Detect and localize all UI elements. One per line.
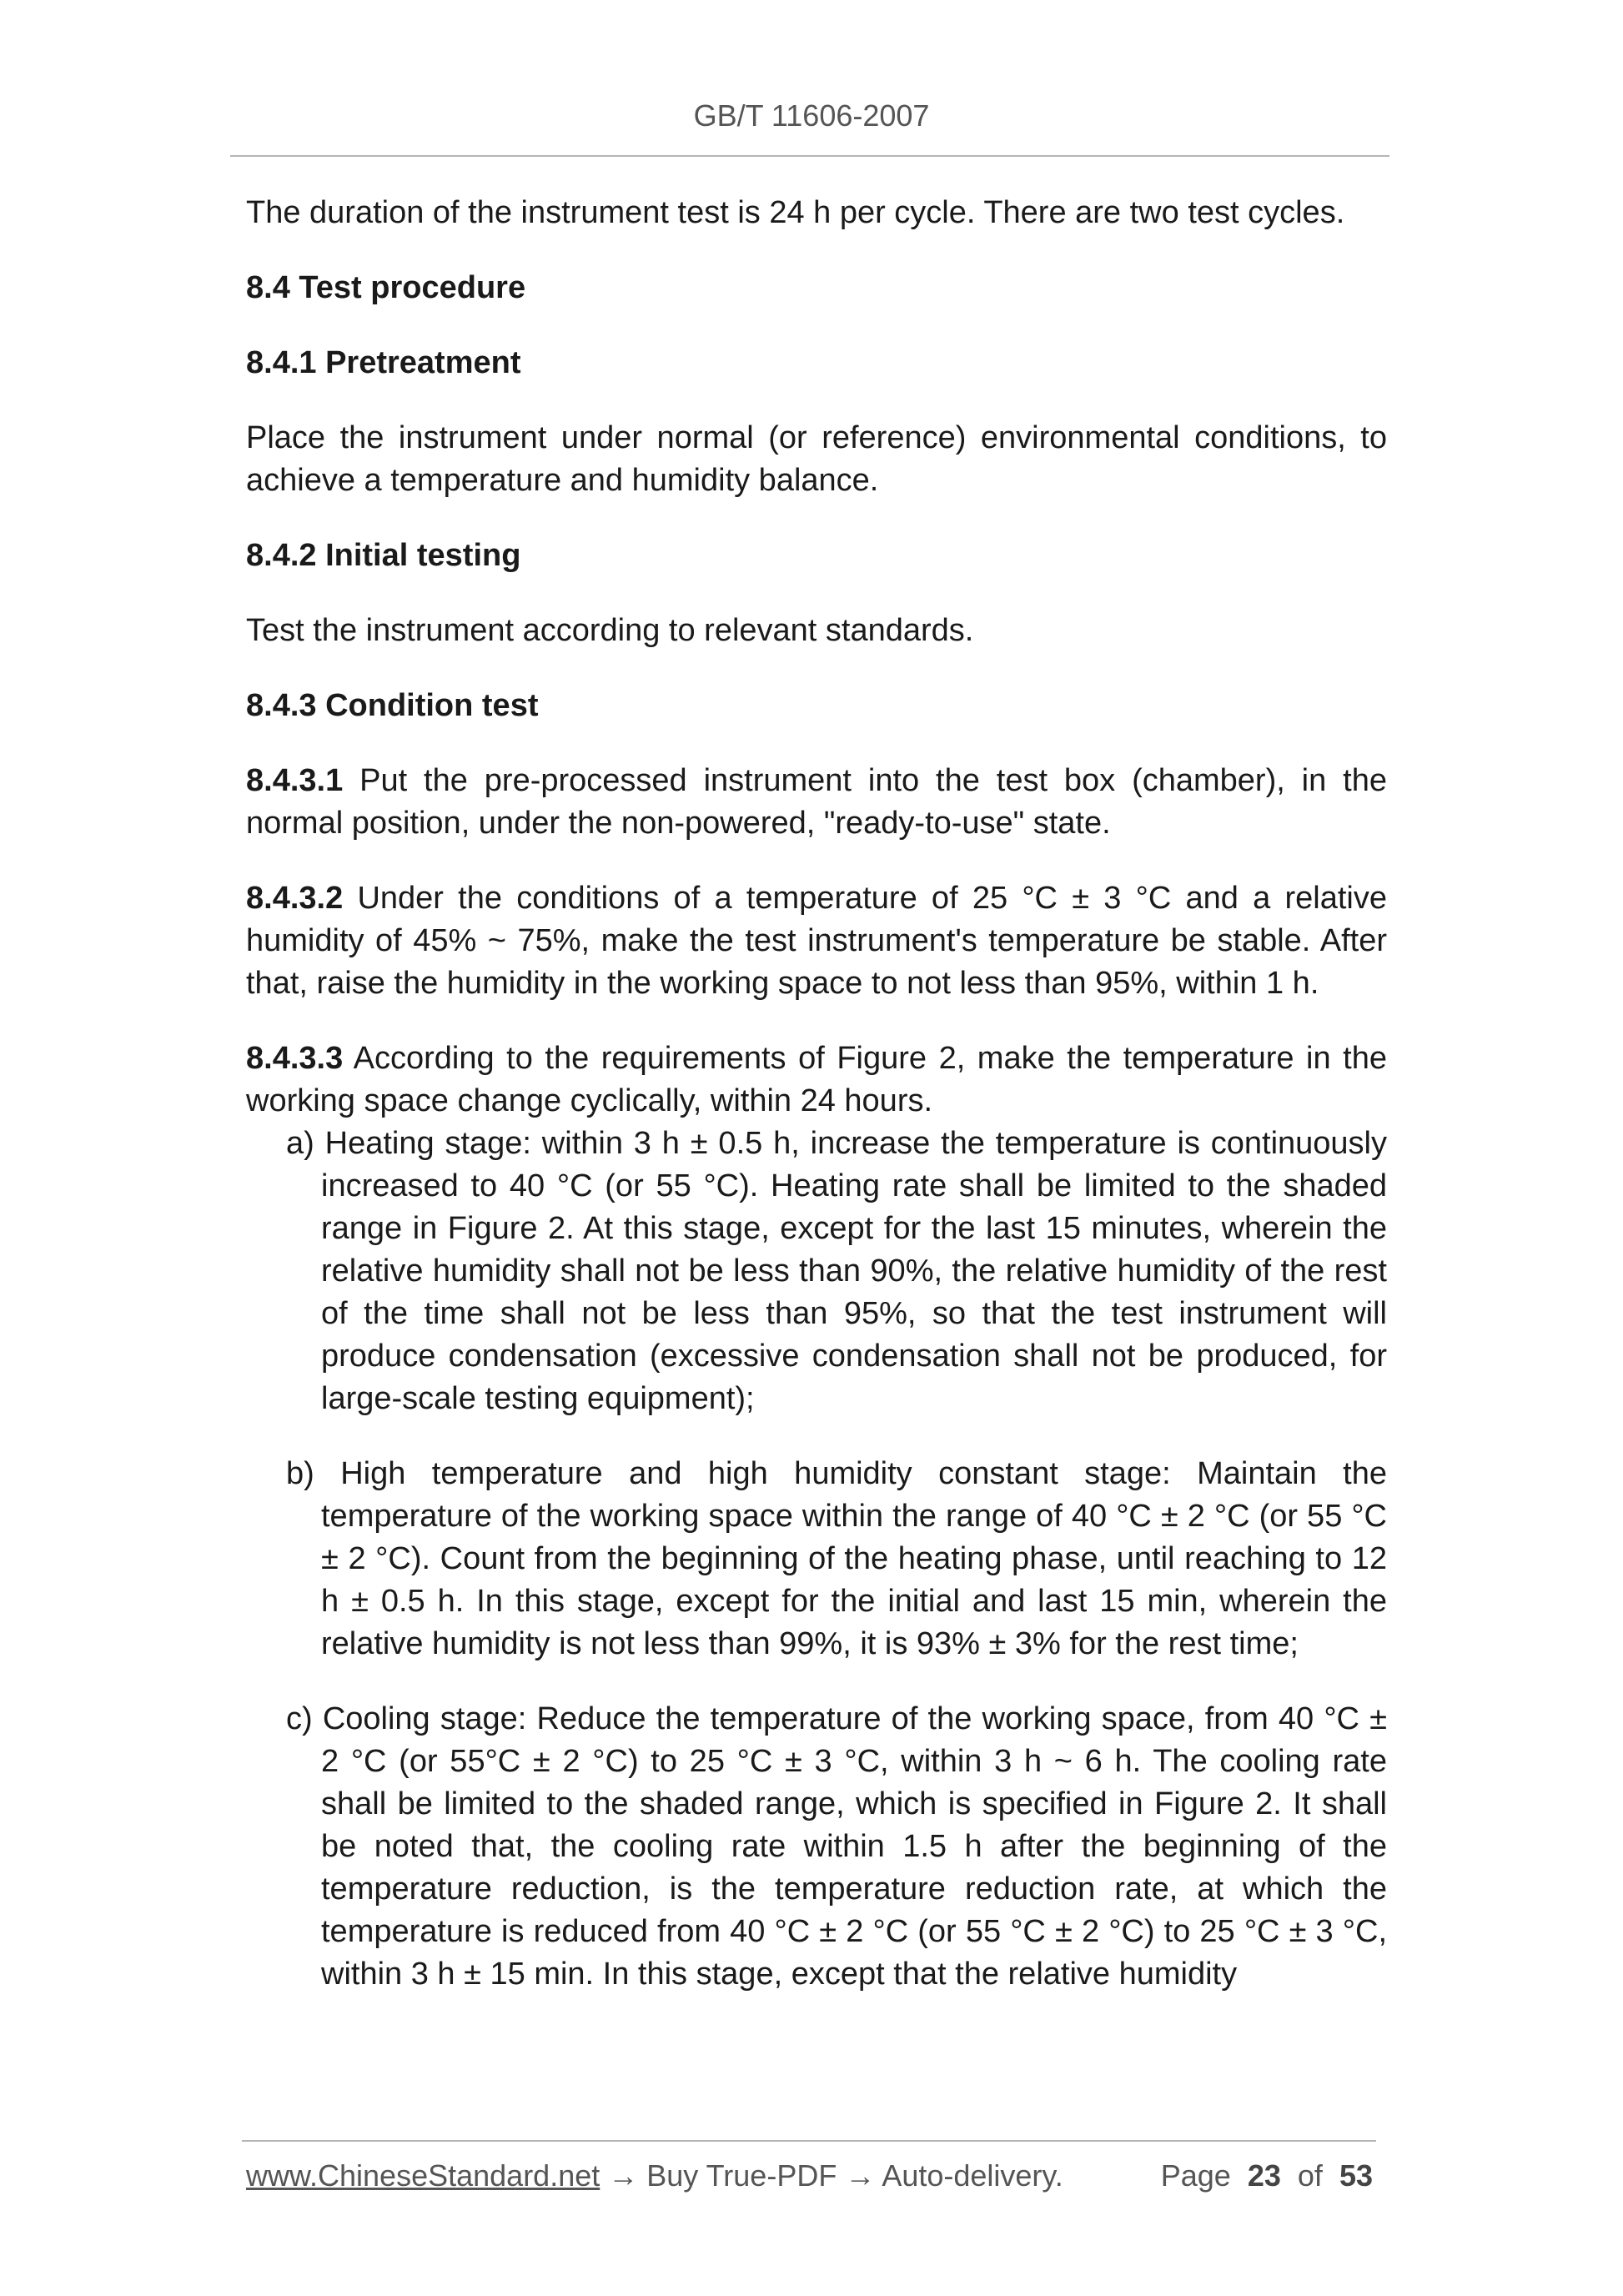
- clause-number: 8.4.3.3: [246, 1041, 344, 1076]
- of-word: of: [1297, 2158, 1323, 2193]
- total-pages: 53: [1339, 2158, 1373, 2193]
- section-heading-8-4-3: 8.4.3 Condition test: [246, 688, 539, 723]
- clause-8-4-3-2: [246, 877, 1387, 1005]
- list-text: Heating stage: within 3 h ± 0.5 h, increase the temperature is continuously increased to 40 °C (or 55 °C). Heating rate shall be limited to the shaded range in Figure 2. At this stage, except for the last 15 minutes, wherein the relative humidity shall not be less than 90%, the relative humidity of the rest of the time shall not be less than 95%, so that the test instrument will produce condensation (excessive condensation shall not be produced, for large-scale testing equipment);: [314, 1126, 1387, 1416]
- list-text: Cooling stage: Reduce the temperature of the working space, from 40 °C ± 2 °C (or 55°C ± 2 °C) to 25 °C ± 3 °C, within 3 h ~ 6 h. The cooling rate shall be limited to the shaded range, which is specified in Figure 2. It shall be noted that, the cooling rate within 1.5 h after the beginning of the temperature reduction, is the temperature reduction rate, at which the temperature is reduced from 40 °C ± 2 °C (or 55 °C ± 2 °C) to 25 °C ± 3 °C, within 3 h ± 15 min. In this stage, except that the relative humidity: [312, 1701, 1387, 1992]
- website-link[interactable]: www.ChineseStandard.net: [246, 2158, 600, 2193]
- list-text: High temperature and high humidity constant stage: Maintain the temperature of the working space within the range of 40 °C ± 2 °C (or 55 °C ± 2 °C). Count from the beginning of the heating phase, until reaching to 12 h ± 0.5 h. In this stage, except for the initial and last 15 min, wherein the relative humidity is not less than 99%, it is 93% ± 3% for the rest time;: [314, 1456, 1387, 1661]
- page-body: [246, 188, 1387, 1996]
- intro-paragraph: The duration of the instrument test is 24 h per cycle. There are two test cycles.: [246, 195, 1345, 230]
- section-heading-8-4-1: 8.4.1 Pretreatment: [246, 345, 521, 380]
- footer-tagline: → Buy True-PDF → Auto-delivery.: [600, 2158, 1063, 2193]
- list-item-cooling-stage: [286, 1698, 1387, 1996]
- initial-testing-paragraph: Test the instrument according to relevant standards.: [246, 613, 974, 648]
- section-heading-8-4: 8.4 Test procedure: [246, 270, 526, 305]
- list-label: c): [286, 1701, 313, 1736]
- clause-8-4-3-3: [246, 1037, 1387, 1123]
- standard-id: GB/T 11606-2007: [693, 98, 930, 133]
- clause-text: Under the conditions of a temperature of 25 °C ± 3 °C and a relative humidity of 45% ~ 75%, make the test instrument's temperature be stable. After that, raise the humidity in the working space to not less than 95%, within 1 h.: [246, 881, 1387, 1001]
- section-heading-8-4-2: 8.4.2 Initial testing: [246, 538, 521, 573]
- clause-number: 8.4.3.1: [246, 763, 344, 798]
- list-label: a): [286, 1126, 314, 1161]
- list-label: b): [286, 1456, 314, 1491]
- list-item-heating-stage: [286, 1123, 1387, 1420]
- header-divider: [230, 155, 1389, 157]
- current-page: 23: [1247, 2158, 1281, 2193]
- running-header: [0, 98, 1623, 133]
- clause-text: According to the requirements of Figure 2, make the temperature in the working space change cyclically, within 24 hours.: [246, 1041, 1387, 1118]
- stage-list: [246, 1123, 1387, 1996]
- list-item-constant-stage: [286, 1453, 1387, 1665]
- page-footer: [246, 2158, 1380, 2193]
- pretreatment-paragraph: Place the instrument under normal (or reference) environmental conditions, to achieve a temperature and humidity balance.: [246, 420, 1387, 498]
- clause-8-4-3-1: [246, 760, 1387, 845]
- page-number: [1161, 2158, 1373, 2193]
- clause-text: Put the pre-processed instrument into the test box (chamber), in the normal position, under the non-powered, "ready-to-use" state.: [246, 763, 1387, 841]
- page-word: Page: [1160, 2158, 1231, 2193]
- clause-number: 8.4.3.2: [246, 881, 344, 916]
- footer-divider: [242, 2140, 1376, 2142]
